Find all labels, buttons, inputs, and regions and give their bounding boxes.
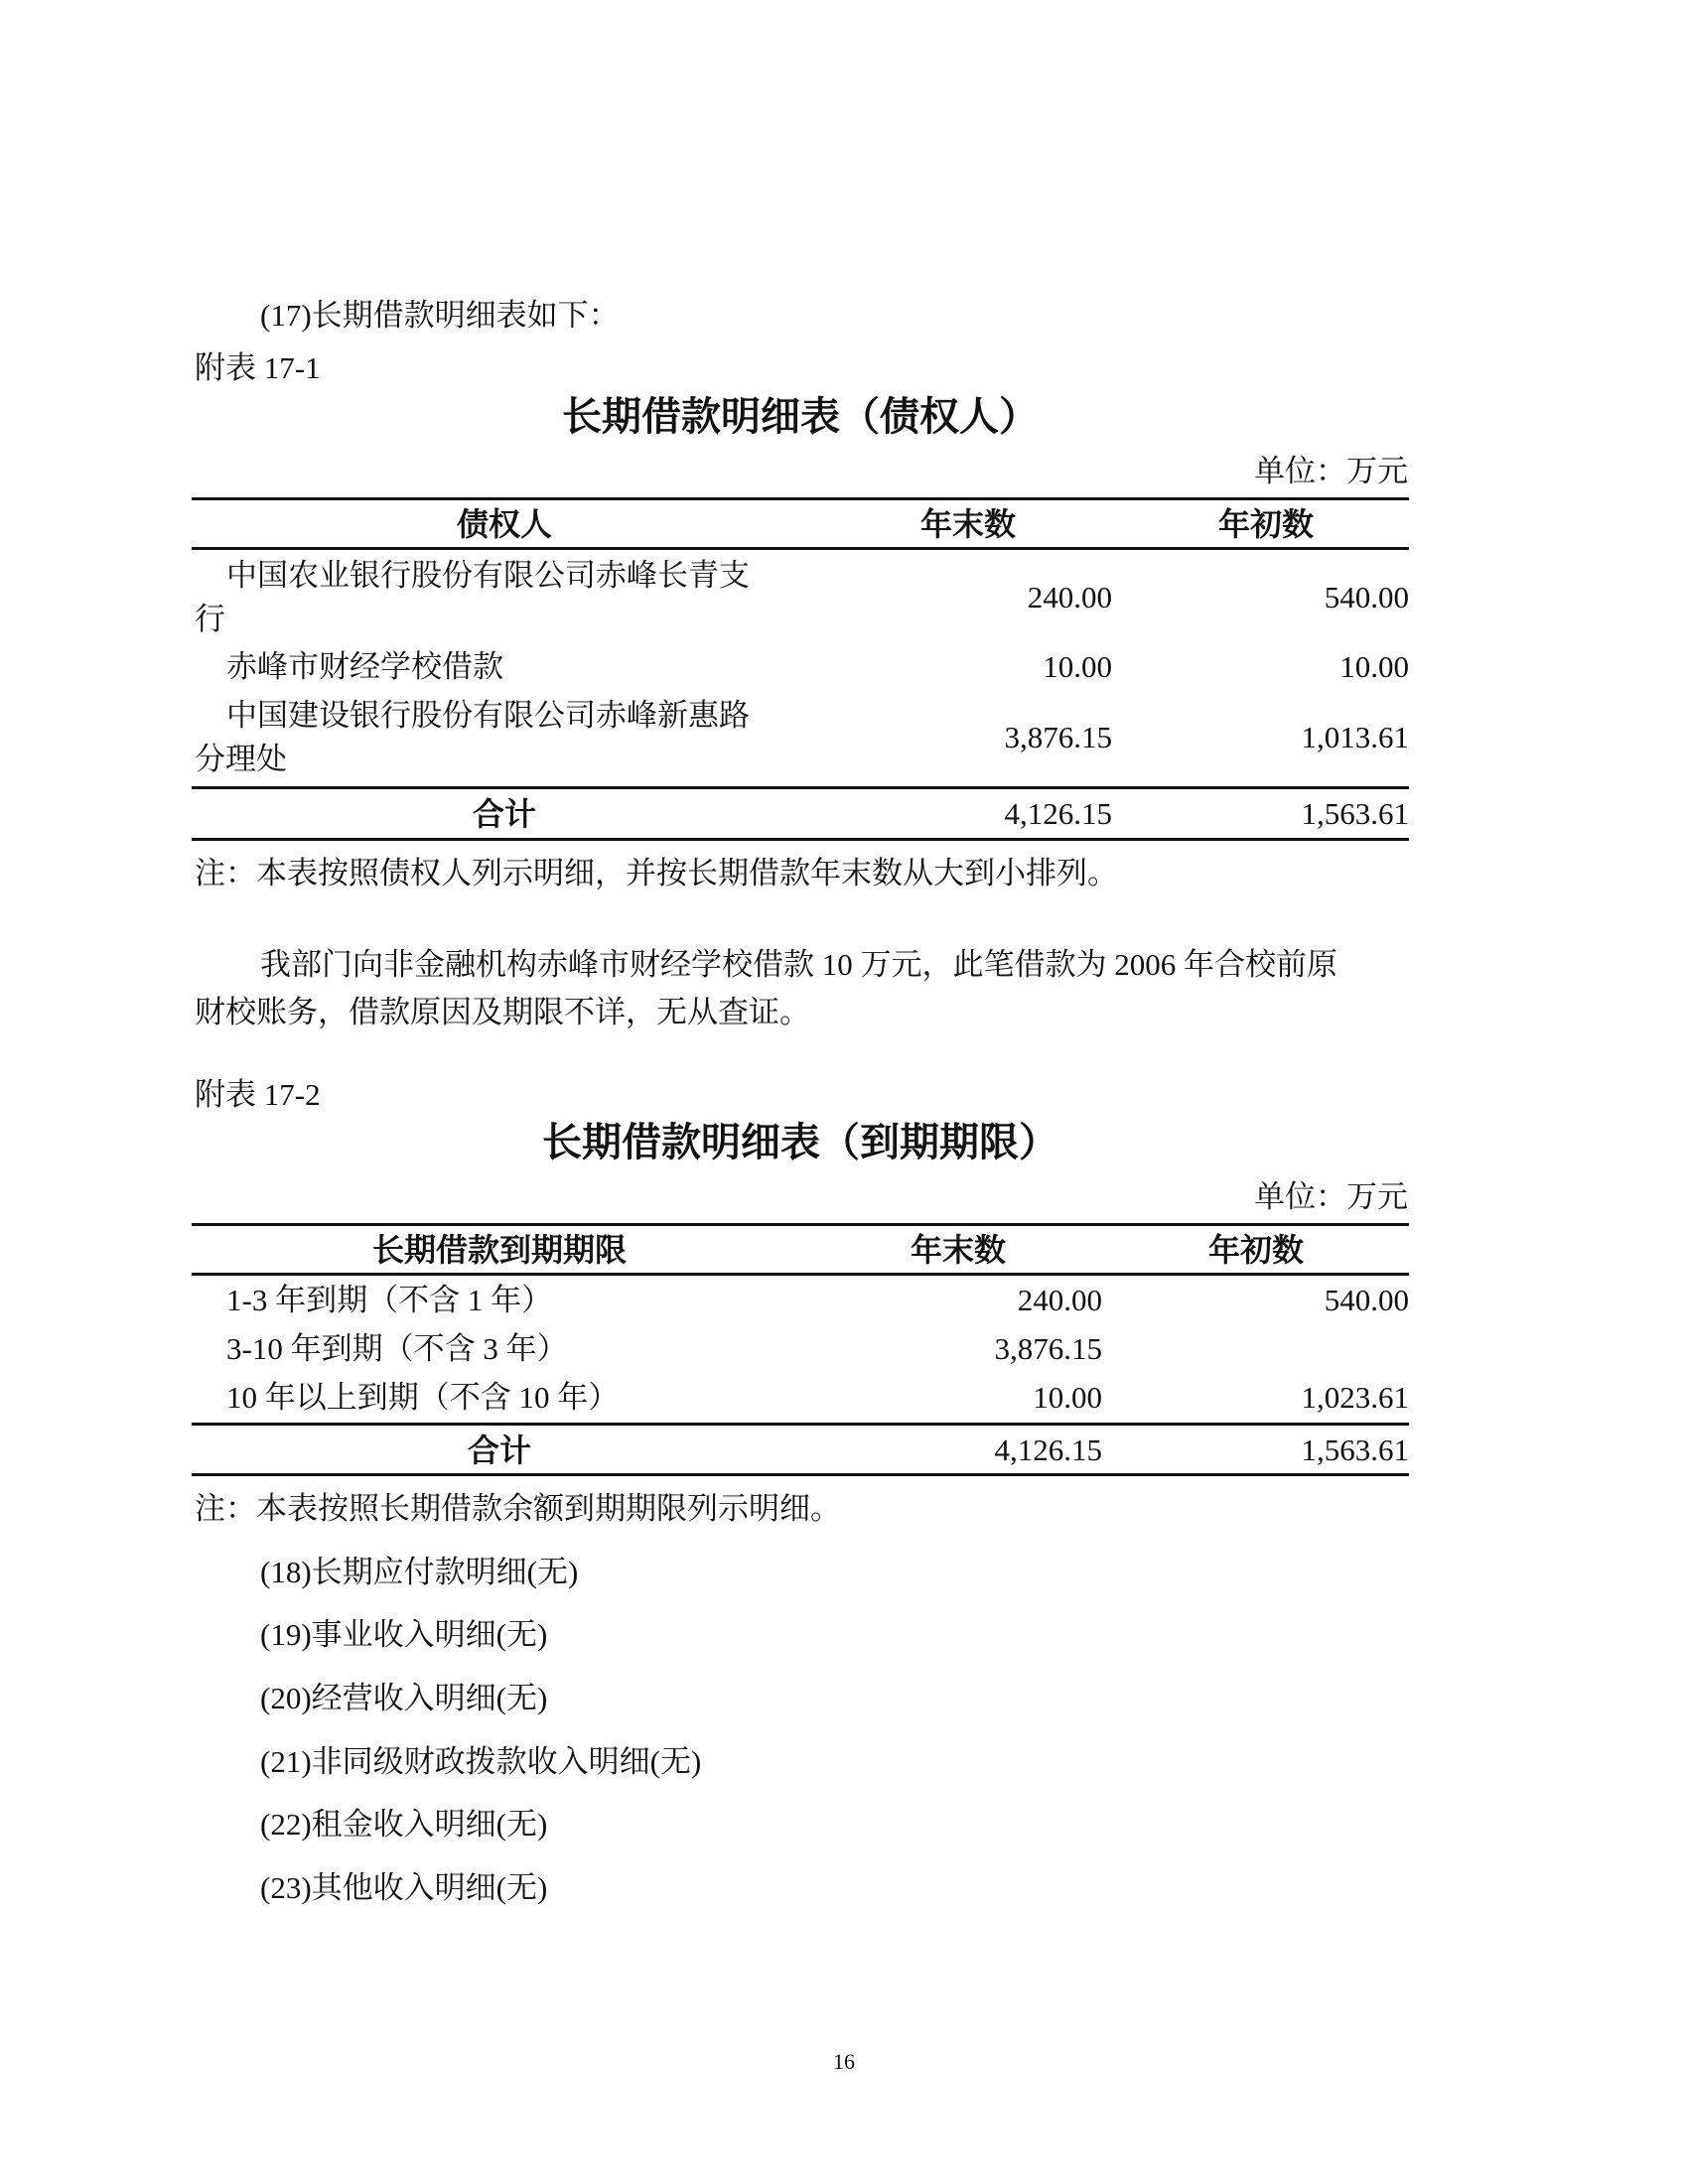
table2-row3-term: 10 年以上到期（不含 10 年）: [226, 1380, 620, 1415]
table2-header-begin: 年初数: [1207, 1232, 1304, 1268]
item-18: (18)长期应付款明细(无): [260, 1555, 579, 1589]
item-19: (19)事业收入明细(无): [260, 1617, 548, 1652]
table2-bottom-rule: [192, 1473, 1409, 1476]
table1-row3-name-line2: 分理处: [195, 742, 287, 776]
table2-header-rule: [192, 1273, 1409, 1276]
table1-header-rule: [192, 547, 1409, 550]
table2-row3-end: 10.00: [1033, 1380, 1102, 1415]
table1-title: 长期借款明细表（债权人）: [562, 394, 1039, 439]
table1-header-creditor: 债权人: [456, 506, 552, 542]
table1-label: 附表 17-1: [195, 350, 321, 385]
table2-header-end: 年末数: [910, 1232, 1006, 1268]
table1-header-end: 年末数: [919, 506, 1016, 542]
table2-unit: 单位：万元: [1254, 1179, 1408, 1214]
section-intro: (17)长期借款明细表如下：: [260, 298, 620, 333]
table1-row2-begin: 10.00: [1339, 649, 1409, 684]
table1-row2-end: 10.00: [1043, 649, 1112, 684]
table1-row1-begin: 540.00: [1324, 580, 1409, 614]
table1-total-label: 合计: [472, 796, 536, 832]
table1-top-rule: [192, 497, 1409, 500]
table1-total-rule: [192, 786, 1409, 789]
table1-note: 注：本表按照债权人列示明细，并按长期借款年末数从大到小排列。: [195, 856, 1118, 890]
table2-row2-term: 3-10 年到期（不含 3 年）: [226, 1331, 568, 1366]
table2-row1-term: 1-3 年到期（不含 1 年）: [226, 1283, 553, 1317]
table1-row1-end: 240.00: [1027, 580, 1112, 614]
table1-row3-begin: 1,013.61: [1301, 720, 1409, 754]
table1-total-end: 4,126.15: [1004, 796, 1112, 831]
table1-total-begin: 1,563.61: [1301, 796, 1409, 831]
table2-total-end: 4,126.15: [994, 1433, 1102, 1467]
item-20: (20)经营收入明细(无): [260, 1681, 548, 1715]
table1-row1-name-line2: 行: [195, 602, 225, 636]
table2-header-term: 长期借款到期期限: [371, 1232, 627, 1268]
table2-top-rule: [192, 1223, 1409, 1226]
table2-row3-begin: 1,023.61: [1301, 1380, 1409, 1415]
table2-row1-begin: 540.00: [1324, 1283, 1409, 1317]
item-21: (21)非同级财政拨款收入明细(无): [260, 1744, 702, 1779]
page-number: 16: [833, 2049, 855, 2074]
table2-total-rule: [192, 1423, 1409, 1426]
table2-row1-end: 240.00: [1017, 1283, 1102, 1317]
table2-note: 注：本表按照长期借款余额到期期限列示明细。: [195, 1491, 841, 1526]
table1-row2-name: 赤峰市财经学校借款: [226, 649, 503, 684]
table1-bottom-rule: [192, 838, 1409, 841]
paragraph-line2: 财校账务，借款原因及期限不详，无从查证。: [195, 995, 810, 1029]
table1-header-begin: 年初数: [1217, 506, 1314, 542]
paragraph-line1: 我部门向非金融机构赤峰市财经学校借款 10 万元，此笔借款为 2006 年合校前原: [260, 947, 1337, 982]
table1-row1-name-line1: 中国农业银行股份有限公司赤峰长青支: [226, 558, 750, 593]
table1-row3-end: 3,876.15: [1004, 720, 1112, 754]
table1-unit: 单位：万元: [1254, 454, 1408, 488]
table2-total-begin: 1,563.61: [1301, 1433, 1409, 1467]
table2-title: 长期借款明细表（到期期限）: [542, 1120, 1058, 1164]
item-22: (22)租金收入明细(无): [260, 1807, 548, 1842]
table1-row3-name-line1: 中国建设银行股份有限公司赤峰新惠路: [226, 698, 750, 733]
table2-row2-end: 3,876.15: [994, 1331, 1102, 1366]
item-23: (23)其他收入明细(无): [260, 1870, 548, 1905]
table2-total-label: 合计: [467, 1433, 531, 1468]
table2-label: 附表 17-2: [195, 1077, 321, 1112]
